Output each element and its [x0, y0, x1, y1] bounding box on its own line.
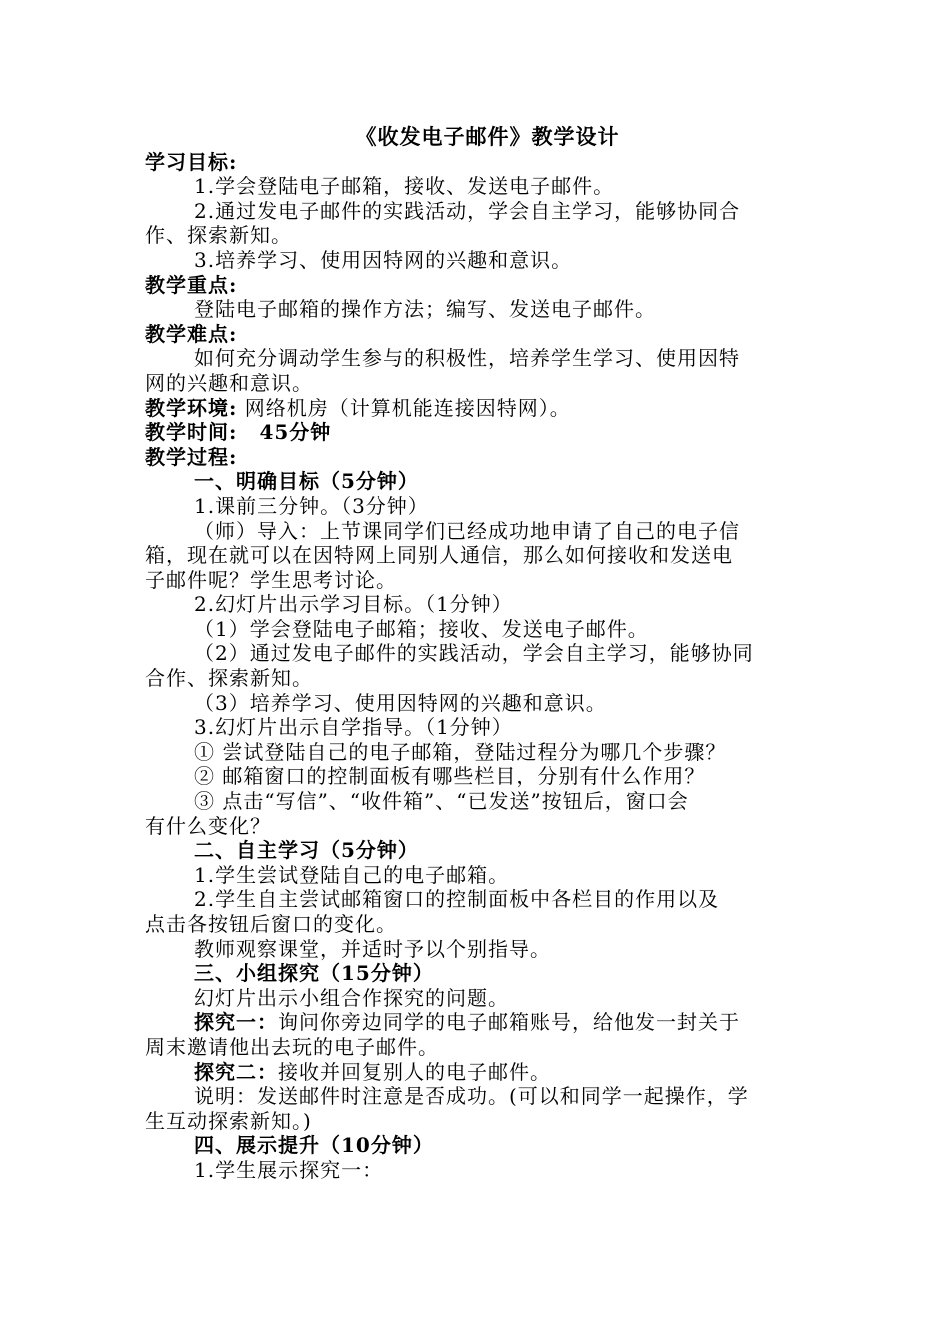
objective-item: 3.培养学习、使用因特网的兴趣和意识。	[194, 247, 573, 272]
section-3-question-2	[145, 1060, 810, 1085]
document-title: 《收发电子邮件》教学设计	[355, 124, 620, 149]
section-2-line: 教师观察课堂，并适时予以个别指导。	[194, 936, 551, 961]
objective-item: 2.通过发电子邮件的实践活动，学会自主学习，能够协同合	[194, 198, 741, 223]
section-4-title: 四、展示提升（10分钟）	[194, 1133, 434, 1158]
section-2-line: 2.学生自主尝试邮箱窗口的控制面板中各栏目的作用以及	[194, 887, 720, 912]
process-heading: 教学过程:	[145, 444, 238, 469]
section-1-line: （2）通过发电子邮件的实践活动，学会自主学习，能够协同	[194, 641, 754, 666]
section-1-title: 一、明确目标（5分钟）	[194, 469, 419, 494]
section-4-line: 1.学生展示探究一：	[194, 1157, 384, 1182]
objective-item-continued: 作、探索新知。	[145, 223, 292, 248]
question-2-text: 接收并回复别人的电子邮件。	[278, 1059, 551, 1084]
section-1-line: 合作、探索新知。	[145, 666, 313, 691]
section-1-line: （3）培养学习、使用因特网的兴趣和意识。	[194, 690, 607, 715]
time-text: 45分钟	[259, 420, 332, 445]
difficulty-heading: 教学难点:	[145, 321, 238, 346]
time-heading: 教学时间:	[145, 420, 238, 445]
environment-heading: 教学环境:	[145, 395, 238, 420]
section-3-note: 说明：发送邮件时注意是否成功。(可以和同学一起操作，学	[194, 1084, 749, 1109]
document-body	[145, 125, 810, 1183]
objectives-heading: 学习目标:	[145, 149, 238, 174]
time-line	[145, 420, 810, 445]
section-2-line: 1.学生尝试登陆自己的电子邮箱。	[194, 862, 510, 887]
section-1-line: 3.幻灯片出示自学指导。（1分钟）	[194, 715, 513, 740]
section-1-line: 2.幻灯片出示学习目标。（1分钟）	[194, 592, 513, 617]
question-1-text: 询问你旁边同学的电子邮箱账号，给他发一封关于	[278, 1010, 740, 1035]
section-1-line: ② 邮箱窗口的控制面板有哪些栏目，分别有什么作用？	[194, 764, 706, 789]
environment-line	[145, 396, 810, 421]
section-3-title: 三、小组探究（15分钟）	[194, 961, 434, 986]
section-3-question-1	[145, 1010, 810, 1035]
key-points-heading: 教学重点:	[145, 272, 238, 297]
section-1-line: （师）导入：上节课同学们已经成功地申请了自己的电子信	[194, 518, 740, 543]
section-3-question-1-continued: 周末邀请他出去玩的电子邮件。	[145, 1034, 439, 1059]
section-1-line: 子邮件呢？学生思考讨论。	[145, 567, 397, 592]
question-1-label: 探究一：	[194, 1010, 278, 1035]
section-3-intro: 幻灯片出示小组合作探究的问题。	[194, 985, 509, 1010]
section-2-line: 点击各按钮后窗口的变化。	[145, 912, 397, 936]
section-1-line: ① 尝试登陆自己的电子邮箱，登陆过程分为哪几个步骤？	[194, 739, 727, 764]
objective-item: 1.学会登陆电子邮箱，接收、发送电子邮件。	[194, 174, 615, 199]
section-2-title: 二、自主学习（5分钟）	[194, 838, 419, 863]
question-2-label: 探究二：	[194, 1059, 278, 1084]
section-1-line: （1）学会登陆电子邮箱；接收、发送电子邮件。	[194, 616, 649, 641]
difficulty-text-continued: 网的兴趣和意识。	[145, 370, 313, 395]
key-points-text: 登陆电子邮箱的操作方法；编写、发送电子邮件。	[194, 297, 656, 322]
environment-text: 网络机房（计算机能连接因特网）。	[244, 395, 571, 420]
section-1-line: 1.课前三分钟。（3分钟）	[194, 493, 429, 518]
section-1-line: 有什么变化？	[145, 813, 271, 838]
difficulty-text: 如何充分调动学生参与的积极性，培养学生学习、使用因特	[194, 346, 740, 371]
section-1-line: ③ 点击“写信”、“收件箱”、“已发送”按钮后，窗口会	[194, 789, 689, 814]
section-1-line: 箱，现在就可以在因特网上同别人通信，那么如何接收和发送电	[145, 543, 733, 568]
section-3-note-continued: 生互动探索新知。)	[145, 1108, 312, 1133]
